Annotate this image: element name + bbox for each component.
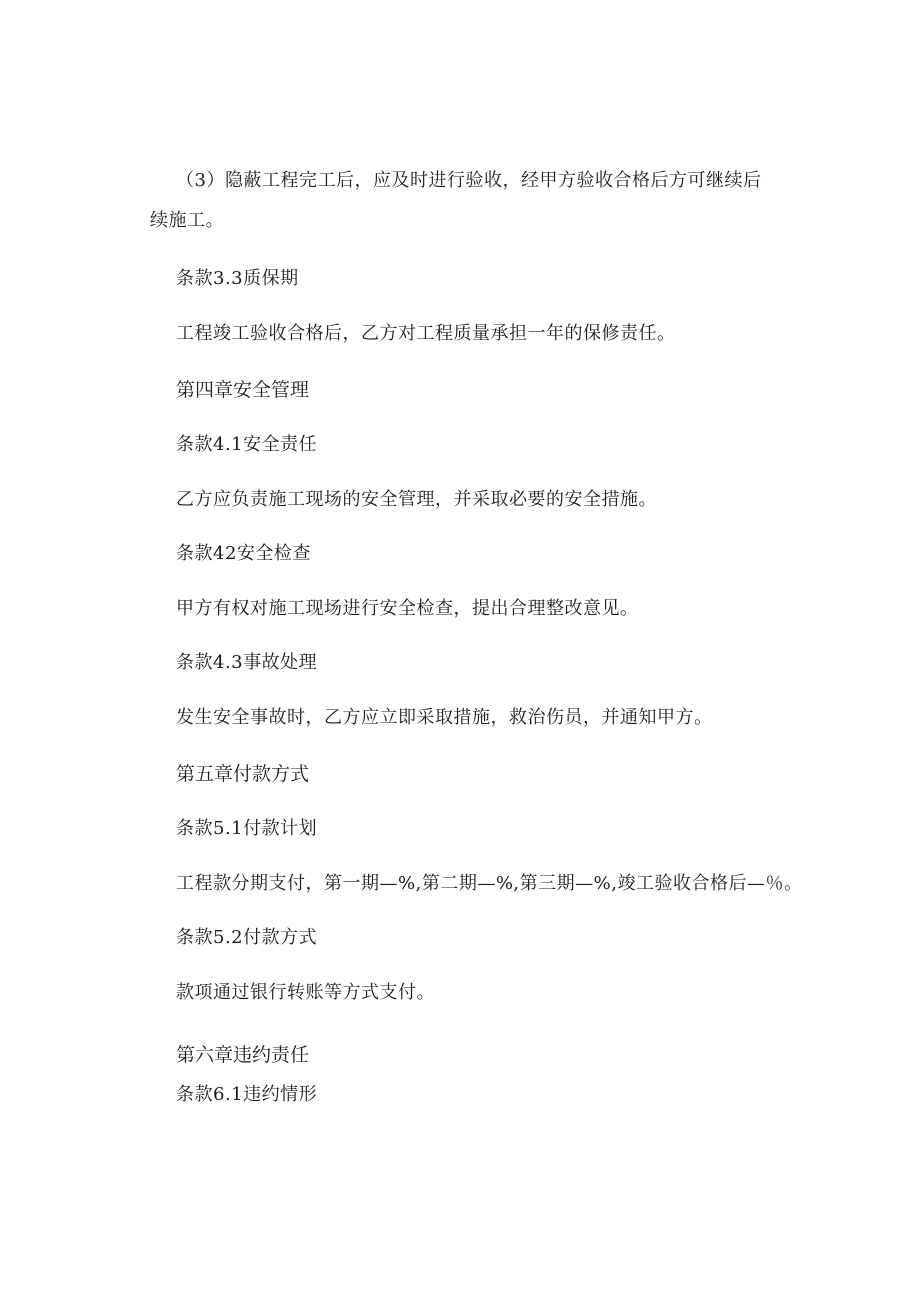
clause-title: 条款5.2付款方式 <box>176 927 318 948</box>
clause-body: 甲方有权对施工现场进行安全检查，提出合理整改意见。 <box>176 598 639 619</box>
clause-title: 条款4.1安全责任 <box>176 434 318 455</box>
clause-title: 条款6.1违约情形 <box>176 1084 318 1105</box>
clause-title: 条款4.3事故处理 <box>176 652 318 673</box>
clause-body: 工程款分期支付，第一期—%,第二期—%,第三期—%,竣工验收合格后—％。 <box>176 873 803 894</box>
clause-body: 乙方应负责施工现场的安全管理，并采取必要的安全措施。 <box>176 489 657 510</box>
chapter-heading: 第四章安全管理 <box>176 379 310 401</box>
clause-title: 条款3.3质保期 <box>176 268 299 289</box>
clause-body: 发生安全事故时，乙方应立即采取措施，救治伤员，并通知甲方。 <box>176 707 713 728</box>
paragraph-line: 续施工。 <box>150 210 224 231</box>
clause-title: 条款5.1付款计划 <box>176 818 318 839</box>
clause-body: 款项通过银行转账等方式支付。 <box>176 982 435 1003</box>
chapter-heading: 第五章付款方式 <box>176 763 310 785</box>
chapter-heading: 第六章违约责任 <box>176 1044 310 1066</box>
clause-body: 工程竣工验收合格后，乙方对工程质量承担一年的保修责任。 <box>176 323 676 344</box>
clause-title: 条款42安全检查 <box>176 543 311 564</box>
paragraph-line: （3）隐蔽工程完工后，应及时进行验收，经甲方验收合格后方可继续后 <box>176 170 762 191</box>
